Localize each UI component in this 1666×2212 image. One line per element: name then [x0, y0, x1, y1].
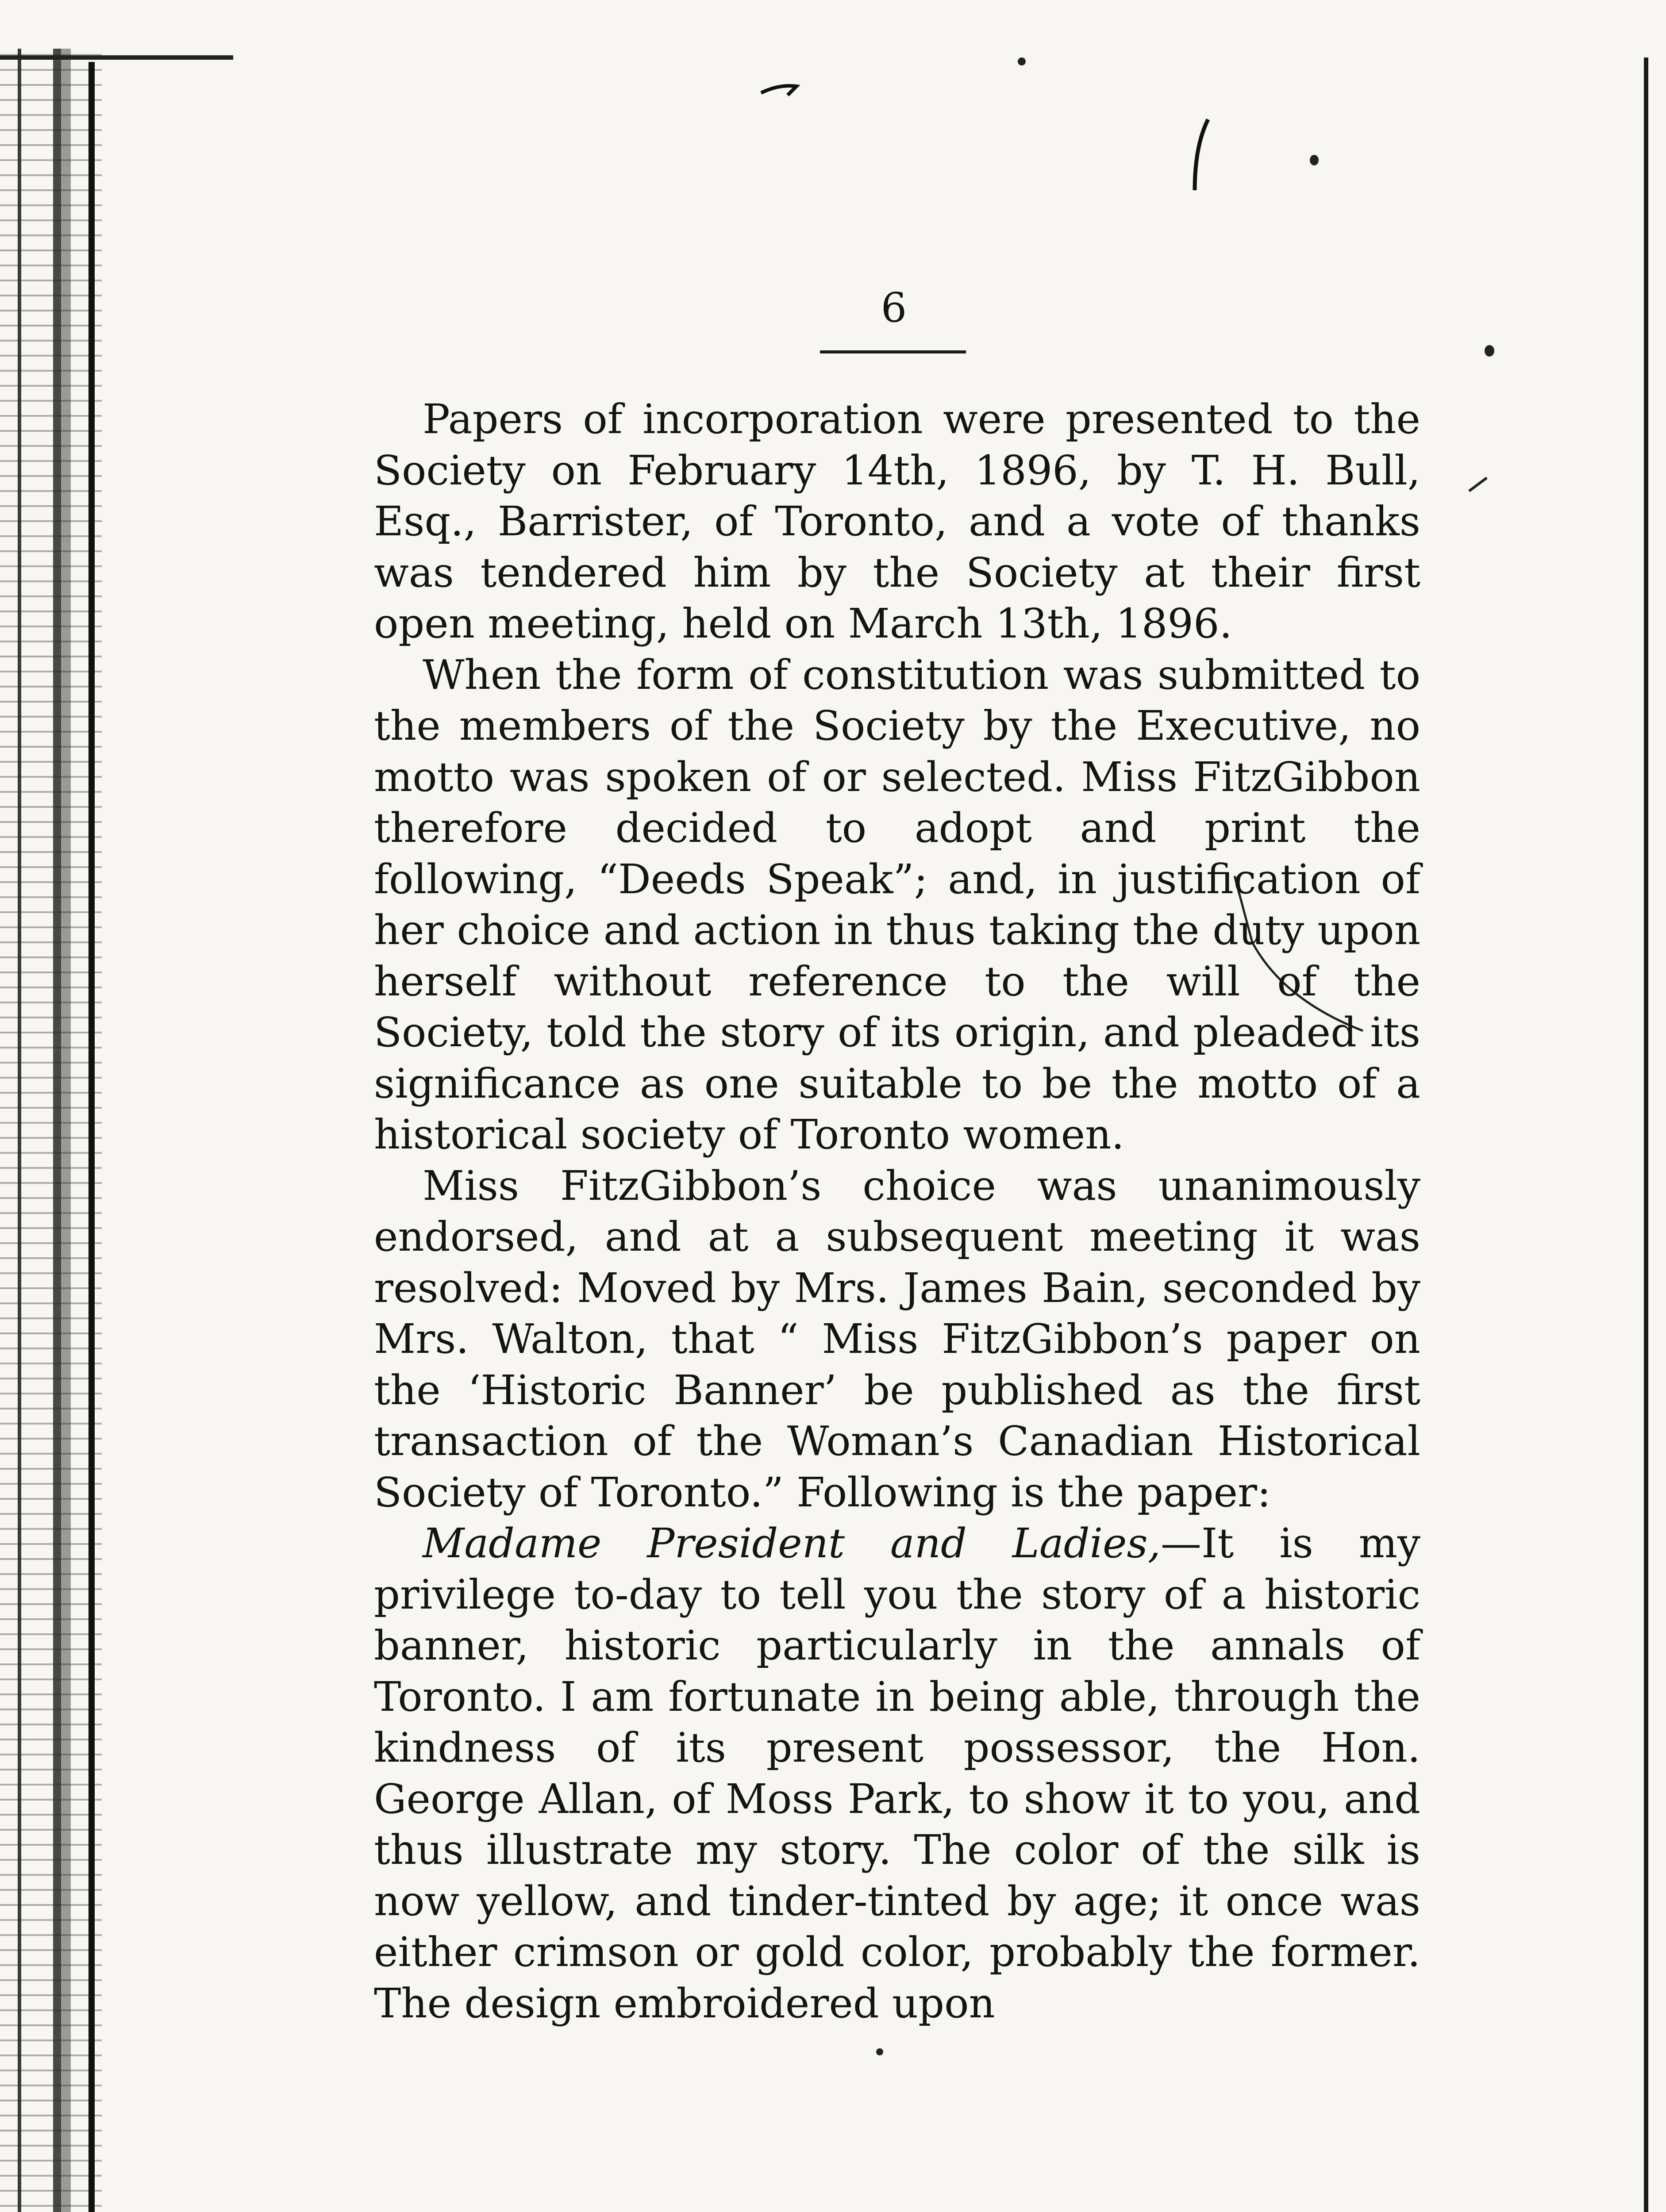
scan-dot: [1310, 155, 1319, 165]
scan-mark-top: [761, 86, 796, 95]
speech-salutation: Madame President and Ladies,: [423, 1520, 1161, 1567]
margin-tick: [1469, 478, 1487, 491]
scan-dot: [1018, 58, 1026, 65]
pen-stroke-top: [1195, 119, 1208, 190]
paragraph-motto: When the form of constitution was submitted to the members of the Society by the Executive, no motto was spoken of or selected. Miss FitzGibbon therefore decided to adopt and print the following, “Deeds Speak”; and, in justification of her choice and action in thus taking the duty upon herself without reference to the will of the Society, told the story of its origin, and pleaded its significance as one suitable to be the motto of a historical society of Toronto women.: [374, 651, 1420, 1158]
body-text: [374, 394, 1420, 2029]
speech-text: —It is my privilege to-day to tell you the story of a historic banner, historic particularly in the annals of Toronto. I am fortunate in being able, through the kindness of its present possessor, the Hon. George Allan, of Moss Park, to show it to you, and thus illustrate my story. The color of the silk is now yellow, and tinder-tinted by age; it once was either crimson or gold color, probably the former. The design embroidered upon: [374, 1520, 1421, 2027]
page-number-underline: [820, 350, 966, 353]
scan-dot: [876, 2048, 883, 2055]
paragraph-resolution: Miss FitzGibbon’s choice was unanimously endorsed, and at a subsequent meeting it was resolved: Moved by Mrs. James Bain, seconded by Mrs. Walton, that “ Miss FitzGibbon’s paper on the ‘Historic Banner’ be published as the first transaction of the Woman’s Canadian Historical Society of Toronto.” Following is the paper:: [374, 1162, 1420, 1516]
scan-dot: [1485, 345, 1494, 357]
page-number: 6: [881, 284, 907, 331]
paragraph-incorporation: Papers of incorporation were presented to the Society on February 14th, 1896, by T. H. Bull, Esq., Barrister, of Toronto, and a vote of thanks was tendered him by the Society at their first open meeting, held on March 13th, 1896.: [374, 396, 1420, 647]
paragraph-speech: [374, 1518, 1420, 2029]
